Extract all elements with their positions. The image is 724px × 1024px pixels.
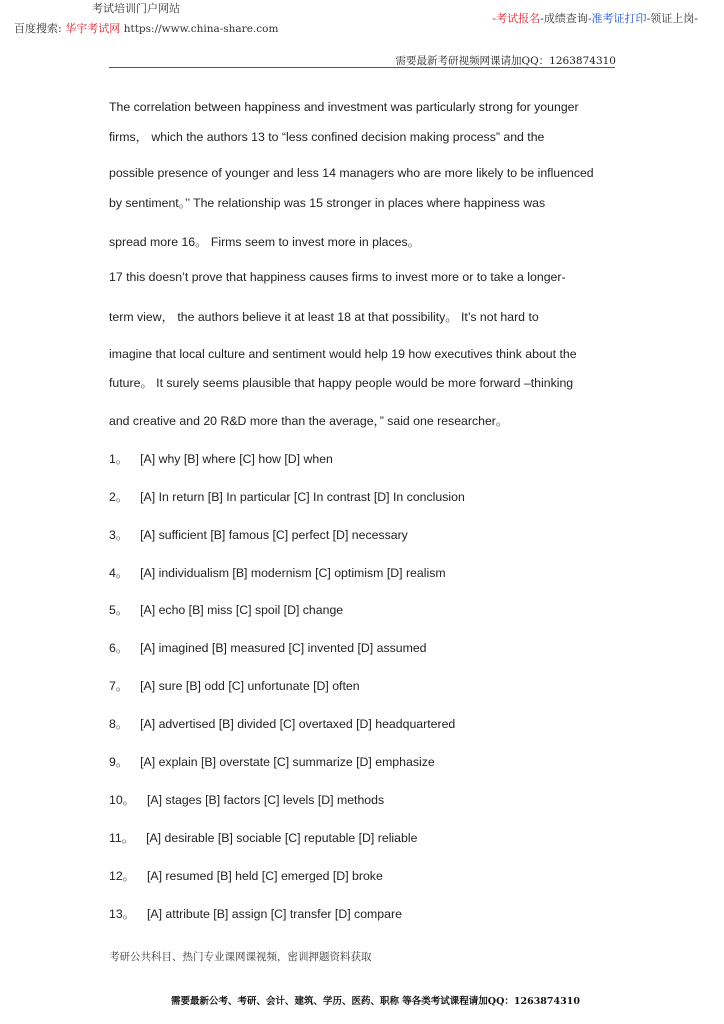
option-item <box>109 828 417 846</box>
search-label: 百度搜索: <box>14 22 62 35</box>
passage-line: by sentiment。’’ The relationship was 15 stronger in places where happiness was <box>109 196 546 210</box>
option-number: 7。 <box>109 679 129 693</box>
passage-line: future。 It surely seems plausible that happy people would be more forward –thinking <box>109 376 574 390</box>
option-number: 3。 <box>109 528 129 542</box>
option-number: 9。 <box>109 755 129 769</box>
option-item <box>109 638 427 656</box>
option-number: 13。 <box>109 907 135 921</box>
passage-line: and creative and 20 R&D more than the average，” said one researcher。 <box>109 414 509 428</box>
option-item <box>109 904 402 922</box>
option-number: 11。 <box>109 831 135 845</box>
header-qq-line: 需要最新考研视频网课请加QQ：1263874310 <box>395 55 616 67</box>
option-item <box>109 866 383 884</box>
passage-line: possible presence of younger and less 14 managers who are more likely to be influenced <box>109 166 594 180</box>
option-item <box>109 600 343 618</box>
option-choices: [A] attribute [B] assign [C] transfer [D] compare <box>146 907 402 921</box>
nav-admission-print[interactable]: -准考证打印 <box>587 12 647 25</box>
option-number: 4。 <box>109 566 129 580</box>
option-choices: [A] imagined [B] measured [C] invented [D] assumed <box>140 641 427 655</box>
header-divider <box>109 67 615 68</box>
option-item <box>109 449 333 467</box>
option-item <box>109 525 408 543</box>
option-choices: [A] In return [B] In particular [C] In contrast [D] In conclusion <box>140 490 465 504</box>
option-number: 6。 <box>109 641 129 655</box>
option-number: 2。 <box>109 490 129 504</box>
option-choices: [A] desirable [B] sociable [C] reputable [D] reliable <box>146 831 418 845</box>
option-number: 12。 <box>109 869 135 883</box>
brand-link[interactable]: 华宇考试网 <box>65 22 121 35</box>
passage-line: The correlation between happiness and investment was particularly strong for younger <box>109 100 579 114</box>
footer-qq-line: 需要最新公考、考研、会计、建筑、学历、医药、职称 等各类考试课程请加QQ：1263874310 <box>171 996 580 1007</box>
option-choices: [A] advertised [B] divided [C] overtaxed [D] headquartered <box>140 717 456 731</box>
passage-line: firms， which the authors 13 to “less confined decision making process” and the <box>109 130 545 144</box>
header-nav <box>492 10 698 26</box>
option-number: 1。 <box>109 452 129 466</box>
baidu-search-line <box>14 20 278 36</box>
passage-line: spread more 16。 Firms seem to invest more in places。 <box>109 235 420 249</box>
option-item <box>109 487 465 505</box>
option-choices: [A] resumed [B] held [C] emerged [D] broke <box>146 869 383 883</box>
option-choices: [A] individualism [B] modernism [C] optimism [D] realism <box>140 566 446 580</box>
nav-score[interactable]: -成绩查询 <box>540 12 588 25</box>
portal-title: 考试培训门户网站 <box>92 2 180 15</box>
nav-certificate[interactable]: -领证上岗- <box>646 12 698 25</box>
option-choices: [A] sufficient [B] famous [C] perfect [D] necessary <box>140 528 408 542</box>
option-item <box>109 676 360 694</box>
option-choices: [A] sure [B] odd [C] unfortunate [D] often <box>140 679 360 693</box>
option-number: 5。 <box>109 603 129 617</box>
passage-line: term view， the authors believe it at least 18 at that possibility。 It’s not hard to <box>109 310 539 324</box>
option-item <box>109 752 435 770</box>
option-choices: [A] why [B] where [C] how [D] when <box>140 452 333 466</box>
option-item <box>109 563 446 581</box>
option-item <box>109 714 455 732</box>
option-choices: [A] echo [B] miss [C] spoil [D] change <box>140 603 344 617</box>
footer-note: 考研公共科目、热门专业课网课视频，密训押题资料获取 <box>109 951 372 963</box>
option-item <box>109 790 384 808</box>
option-number: 8。 <box>109 717 129 731</box>
option-choices: [A] explain [B] overstate [C] summarize [D] emphasize <box>140 755 435 769</box>
passage-line: imagine that local culture and sentiment would help 19 how executives think about the <box>109 347 577 361</box>
site-url[interactable]: https://www.china-share.com <box>123 23 279 35</box>
option-number: 10。 <box>109 793 135 807</box>
passage-line: 17 this doesn’t prove that happiness causes firms to invest more or to take a longer- <box>109 270 566 284</box>
nav-register[interactable]: -考试报名 <box>492 12 541 25</box>
option-choices: [A] stages [B] factors [C] levels [D] methods <box>146 793 385 807</box>
